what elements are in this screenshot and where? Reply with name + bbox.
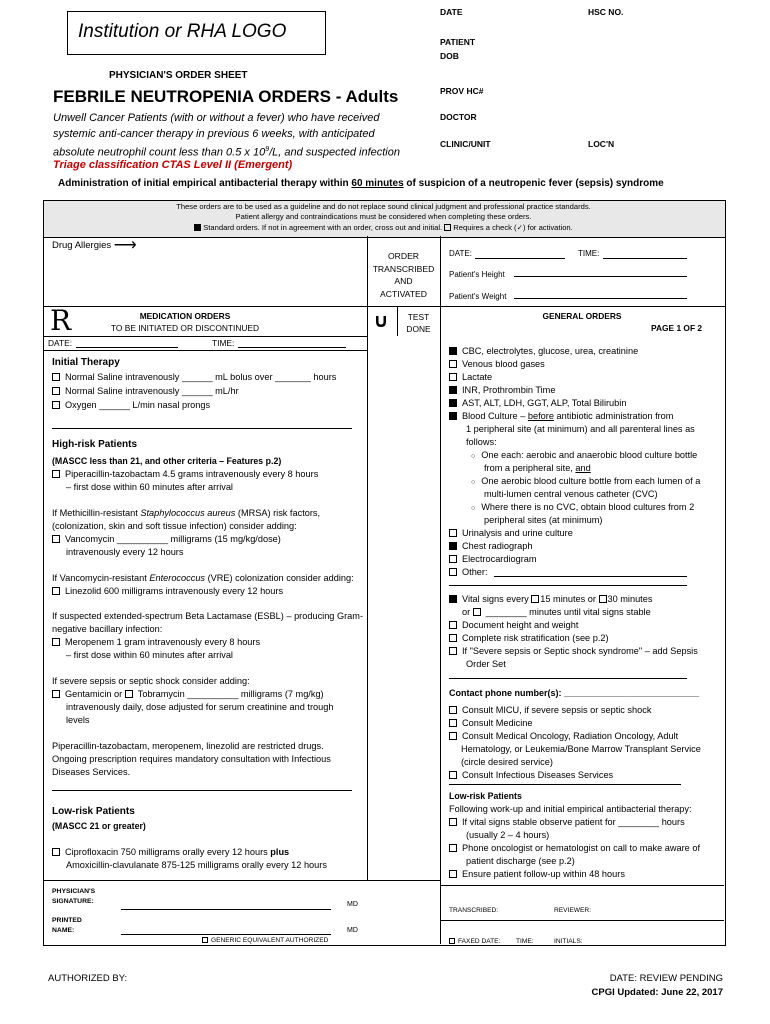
culture-sub-1: ○ One each: aerobic and anaerobic blood culture bottle [471,450,698,460]
culture-sub-3: ○ Where there is no CVC, obtain blood cultures from 2 [471,502,695,512]
culture-sub-3b: peripheral sites (at minimum) [484,515,603,525]
checkbox[interactable] [125,690,133,698]
checked-box[interactable] [449,595,457,603]
md-label: MD [347,901,358,908]
administration-banner: Administration of initial empirical antibacterial therapy within 60 minutes of suspicion of a neutropenic fever (sepsis) syndrome [58,178,664,189]
dob-label: DOB [440,51,459,61]
description-line-1: Unwell Cancer Patients (with or without a fever) who have received [53,112,380,124]
restricted-line-2: Ongoing prescription requires mandatory consultation with Infectious [52,754,331,764]
order-vital-signs[interactable]: Vital signs every 15 minutes or 30 minutes [449,593,652,606]
order-normal-saline-rate[interactable]: Normal Saline intravenously ______ mL/hr [52,385,239,398]
restricted-line-1: Piperacillin-tazobactam, meropenem, linezolid are restricted drugs. [52,741,324,751]
divider [52,790,352,791]
logo-placeholder: Institution or RHA LOGO [78,21,287,42]
checkbox[interactable] [52,387,60,395]
patient-label: PATIENT [440,37,476,47]
mrsa-line-2: (colonization, skin and soft tissue infection) consider adding: [52,521,297,531]
order-consult-micu[interactable]: Consult MICU, if severe sepsis or septic shock [449,704,651,717]
order-piperacillin[interactable]: Piperacillin-tazobactam 4.5 grams intravenously every 8 hours [52,468,318,481]
physician-signature-label: PHYSICIAN'S SIGNATURE: [52,888,96,905]
low-risk-subheading: (MASCC 21 or greater) [52,821,146,831]
prov-hc-label: PROV HC# [440,86,484,96]
checkbox[interactable] [449,529,457,537]
checkbox[interactable] [449,771,457,779]
blood-culture-note-2: follows: [466,437,497,447]
order-meropenem[interactable]: Meropenem 1 gram intravenously every 8 hours [52,636,260,649]
med-date-line [76,347,178,348]
vre-line: If Vancomycin-resistant Enterococcus (VRE) colonization consider adding: [52,573,354,583]
order-observe-patient[interactable]: If vital signs stable observe patient for ________ hours [449,816,685,829]
checkbox[interactable] [449,373,457,381]
checkbox[interactable] [52,535,60,543]
checkbox[interactable] [52,638,60,646]
other-line [494,576,687,577]
oncology-note-2: (circle desired service) [461,757,553,767]
piperacillin-note: – first dose within 60 minutes after arrival [66,482,233,492]
page-title: FEBRILE NEUTROPENIA ORDERS - Adults [53,87,399,106]
signature-line[interactable] [121,909,331,910]
divider [52,428,352,429]
general-orders-heading: GENERAL ORDERS [542,311,622,321]
faxed-date-label[interactable]: FAXED DATE: [449,936,500,949]
contact-phone[interactable]: Contact phone number(s): ___________________________ [449,688,700,698]
severe-sepsis-line: If severe sepsis or septic shock consider adding: [52,676,250,686]
order-inr[interactable]: INR, Prothrombin Time [449,384,555,397]
order-consult-infectious[interactable]: Consult Infectious Diseases Services [449,769,613,782]
cpgi-updated: CPGI Updated: June 22, 2017 [591,987,723,998]
order-lactate[interactable]: Lactate [449,371,492,384]
generic-equivalent-label: GENERIC EQUIVALENT AUTHORIZED [202,935,328,948]
phone-note: patient discharge (see p.2) [466,856,575,866]
checkbox[interactable] [52,401,60,409]
arrow-right-icon: ⟶ [113,237,137,254]
signature-divider-right [440,885,724,886]
high-risk-heading: High-risk Patients [52,439,138,450]
divider-transcribed-left [367,236,368,880]
order-phone-oncologist[interactable]: Phone oncologist or hematologist on call to make aware of [449,842,700,855]
right-date-line [475,258,565,259]
low-risk-heading: Low-risk Patients [52,806,135,817]
amoxicillin-note: Amoxicillin-clavulanate 875-125 milligrams orally every 12 hours [66,860,327,870]
right-date-label: DATE: [449,249,472,258]
patient-height-label: Patient's Height [449,270,505,279]
low-risk-right-heading: Low-risk Patients [449,791,522,801]
order-consult-medicine[interactable]: Consult Medicine [449,717,532,730]
vancomycin-note: intravenously every 12 hours [66,547,184,557]
culture-sub-2b: multi-lumen central venous catheter (CVC) [484,489,658,499]
checkbox[interactable] [449,719,457,727]
order-oxygen[interactable]: Oxygen ______ L/min nasal prongs [52,399,210,412]
checkbox[interactable] [449,360,457,368]
doctor-label: DOCTOR [440,112,477,122]
signature-divider [43,880,440,881]
checked-box[interactable] [449,542,457,550]
initial-therapy-heading: Initial Therapy [52,357,120,368]
right-time-label: TIME: [578,249,600,258]
patient-weight-line [514,298,687,299]
order-risk-stratification[interactable]: Complete risk stratification (see p.2) [449,632,609,645]
patient-weight-label: Patient's Weight [449,292,507,301]
authorized-by-label: AUTHORIZED BY: [48,973,128,984]
esbl-line-2: negative bacillary infection: [52,624,163,634]
order-follow-up[interactable]: Ensure patient follow-up within 48 hours [449,868,625,881]
culture-sub-1b: from a peripheral site, and [484,463,591,473]
sheet-label: PHYSICIAN'S ORDER SHEET [109,70,248,81]
checkbox[interactable] [449,844,457,852]
thumb-icon [373,313,389,329]
transcribed-label: TRANSCRIBED: [449,907,499,914]
checkbox[interactable] [52,690,60,698]
order-sepsis-set[interactable]: If "Severe sepsis or Septic shock syndrome" – add Sepsis [449,645,698,658]
high-risk-subheading: (MASCC less than 21, and other criteria – Features p.2) [52,456,282,466]
divider [449,585,687,586]
divider-transcribed-right [440,236,441,944]
order-ecg[interactable]: Electrocardiogram [449,553,537,566]
locn-label: LOC'N [588,139,615,149]
page-number: PAGE 1 OF 2 [651,323,703,333]
checkbox[interactable] [449,568,457,576]
notice-line-3: Standard orders. If not in agreement with an order, cross out and initial. Requires a check (✓) for activation. [43,223,724,233]
faxed-time-label: TIME: [516,938,534,945]
checkbox[interactable] [52,587,60,595]
checkbox[interactable] [449,938,455,944]
checkbox[interactable] [52,848,60,856]
review-date: DATE: REVIEW PENDING [609,973,723,984]
order-ast[interactable]: AST, ALT, LDH, GGT, ALP, Total Bilirubin [449,397,626,410]
rx-symbol: R [50,304,72,337]
description-line-3: absolute neutrophil count less than 0.5 x $10^9/L$, and suspected infection [53,146,400,159]
bullet-icon: ○ [471,479,476,486]
order-normal-saline-bolus[interactable]: Normal Saline intravenously ______ mL bolus over _______ hours [52,371,336,384]
hsc-no-label: HSC NO. [588,7,624,17]
checked-box[interactable] [449,412,457,420]
initials-label: INITIALS: [554,938,583,945]
order-consult-oncology[interactable]: Consult Medical Oncology, Radiation Oncology, Adult [449,730,678,743]
divider [449,784,681,785]
date-field-label: DATE [440,7,463,17]
oncology-note-1: Hematology, or Leukemia/Bone Marrow Transplant Service [461,744,701,754]
divider-allergy-row [43,306,725,307]
low-risk-right-sub: Following work-up and initial empirical antibacterial therapy: [449,804,692,814]
checkbox[interactable] [449,647,457,655]
order-vancomycin[interactable]: Vancomycin __________ milligrams (15 mg/kg/dose) [52,533,281,546]
order-linezolid[interactable]: Linezolid 600 milligrams intravenously every 12 hours [52,585,283,598]
checkbox[interactable] [599,595,607,603]
checkbox[interactable] [449,634,457,642]
esbl-line-1: If suspected extended-spectrum Beta Lactamase (ESBL) – producing Gram- [52,611,363,621]
blood-culture-note-1: 1 peripheral site (at minimum) and all parenteral lines as [466,424,695,434]
vital-signs-alt[interactable]: or ________ minutes until vital signs stable [462,607,651,617]
reviewer-label: REVIEWER: [554,907,592,914]
right-time-line [603,258,687,259]
order-transcribed-label: ORDER TRANSCRIBED AND ACTIVATED [372,251,435,299]
notice-line-1: These orders are to be used as a guideline and do not replace sound clinical judgment and professional practice standards. [176,202,591,211]
meropenem-note: – first dose within 60 minutes after arrival [66,650,233,660]
drug-allergies-label: Drug Allergies ⟶ [52,237,137,254]
divider [449,678,687,679]
description-line-2: systemic anti-cancer therapy in previous 6 weeks, with anticipated [53,128,375,140]
medication-orders-subheading: TO BE INITIATED OR DISCONTINUED [110,323,260,333]
order-chest-radiograph[interactable]: Chest radiograph [449,540,532,553]
bullet-icon: ○ [471,505,476,512]
gentamicin-note-2: levels [66,715,90,725]
checkbox[interactable] [52,373,60,381]
order-venous-gases[interactable]: Venous blood gases [449,358,545,371]
divider [440,920,724,921]
checkbox[interactable] [449,732,457,740]
med-time-label: TIME: [212,338,235,348]
culture-sub-2: ○ One aerobic blood culture bottle from each lumen of a [471,476,701,486]
checked-box[interactable] [449,399,457,407]
checkbox[interactable] [52,470,60,478]
order-document-height[interactable]: Document height and weight [449,619,578,632]
order-gentamicin-tobramycin[interactable]: Gentamicin or Tobramycin __________ milligrams (7 mg/kg) [52,688,324,701]
triage-classification: Triage classification CTAS Level II (Emergent) [53,159,293,171]
order-cbc[interactable]: CBC, electrolytes, glucose, urea, creatinine [449,345,638,358]
divider-date-row-bottom [43,350,367,351]
checkbox[interactable] [449,870,457,878]
order-blood-culture[interactable]: Blood Culture – before antibiotic administration from [449,410,673,423]
divider-date-row [43,336,367,337]
checkbox[interactable] [449,555,457,563]
order-ciprofloxacin[interactable]: Ciprofloxacin 750 milligrams orally every 12 hours plus [52,846,289,859]
checkbox[interactable] [473,608,481,616]
clinic-label: CLINIC/UNIT [440,139,491,149]
notice-line-2: Patient allergy and contraindications must be considered when completing these orders. [235,212,532,221]
checkbox[interactable] [531,595,539,603]
medication-orders-heading: MEDICATION ORDERS [139,311,231,321]
observe-note: (usually 2 – 4 hours) [466,830,550,840]
order-urinalysis[interactable]: Urinalysis and urine culture [449,527,573,540]
checked-box[interactable] [449,386,457,394]
printed-name-label: PRINTED NAME: [52,917,82,934]
mrsa-line-1: If Methicillin-resistant Staphylococcus aureus (MRSA) risk factors, [52,508,321,518]
checkbox[interactable] [449,818,457,826]
md-label-2: MD [347,927,358,934]
med-date-label: DATE: [48,338,73,348]
checked-box[interactable] [449,347,457,355]
restricted-line-3: Diseases Services. [52,767,131,777]
order-other[interactable]: Other: [449,566,488,579]
checkbox[interactable] [449,706,457,714]
sepsis-set-note: Order Set [466,659,506,669]
med-time-line [238,347,346,348]
test-done-heading: TEST DONE [406,312,431,334]
checkbox[interactable] [449,621,457,629]
bullet-icon: ○ [471,453,476,460]
gentamicin-note-1: intravenously daily, dose adjusted for serum creatinine and trough [66,702,334,712]
patient-height-line [514,276,687,277]
